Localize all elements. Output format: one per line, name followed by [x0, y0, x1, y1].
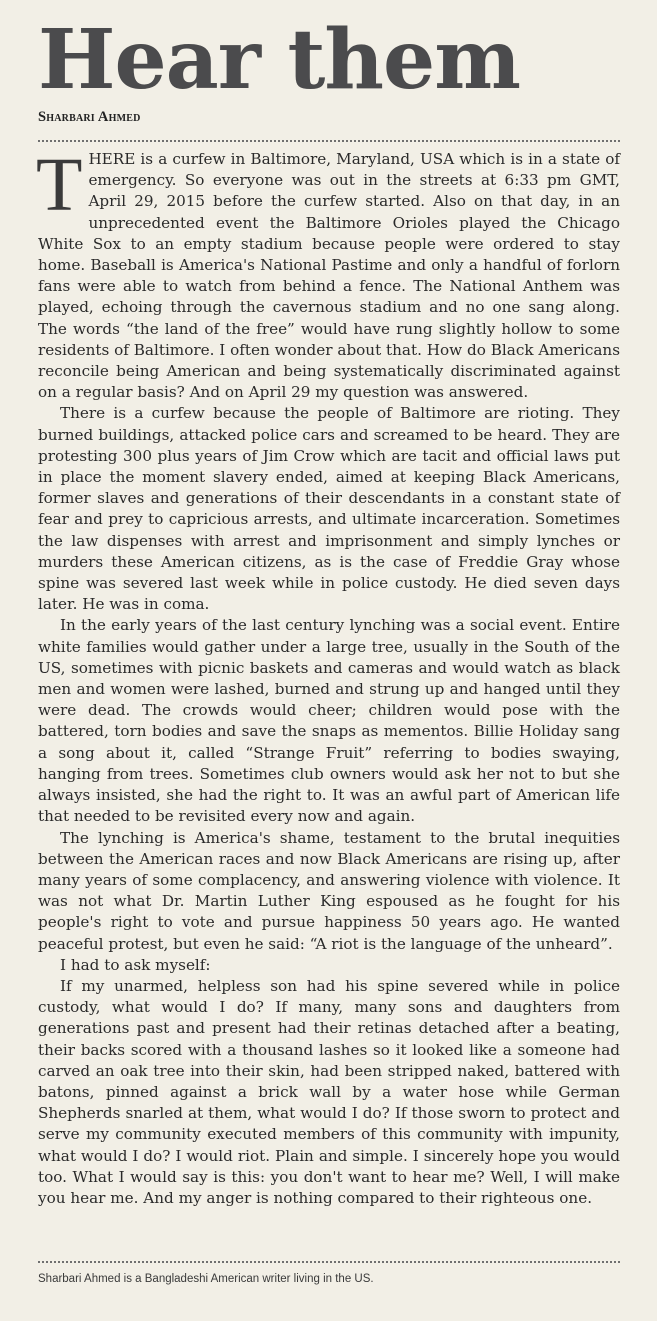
paragraph-1 [36, 143, 620, 403]
paragraph-6: If my unarmed, helpless son had his spine severed while in police custody, what would I do? If many, many sons and daughters from generations past and present had their retinas detached after a beating, their backs scored with a thousand lashes so it looked like a someone had carved an oak tree into their skin, had been stripped naked, battered with batons, pinned against a brick wall by a water hose while German Shepherds snarled at them, what would I do? If those sworn to protect and serve my community executed members of this community with impunity, what would I do? I would riot. Plain and simple. I sincerely hope you would too. What I would say is this: you don't want to hear me? Well, I will make you hear me. And my anger is nothing compared to their righteous one. [38, 976, 620, 1207]
bottom-divider [38, 1261, 620, 1263]
top-divider [38, 140, 620, 142]
paragraph-1-text: HERE is a curfew in Baltimore, Maryland, USA which is in a state of emergency. So everyone was out in the streets at 6:33 pm GMT, April 29, 2015 before the curfew started. Also on that day, in an unprecedented event the Baltimore Orioles played the Chicago White Sox to an empty stadium because people were ordered to stay home. Baseball is America's National Pastime and only a handful of forlorn fans were able to watch from behind a fence. The National Anthem was played, echoing through the cavernous stadium and no one sang along. The words “the land of the free” would have rung slightly hollow to some residents of Baltimore. I often wonder about that. How do Black Americans reconcile being American and being systematically discriminated against on a regular basis? And on April 29 my question was answered. [38, 150, 620, 402]
drop-cap: T [36, 143, 83, 227]
author-note: Sharbari Ahmed is a Bangladeshi American writer living in the US. [38, 1273, 374, 1285]
byline: Sharbari Ahmed [38, 109, 141, 125]
article-body [36, 143, 620, 1209]
paragraph-4: The lynching is America's shame, testament to the brutal inequities between the American races and now Black Americans are rising up, after many years of some complacency, and answering violence with violence. It was not what Dr. Martin Luther King espoused as he fought for his people's right to vote and pursue happiness 50 years ago. He wanted peaceful protest, but even he said: “A riot is the language of the unheard”. [38, 828, 620, 953]
paragraph-5: I had to ask myself: [60, 955, 211, 974]
paragraph-3: In the early years of the last century lynching was a social event. Entire white families would gather under a large tree, usually in the South of the US, sometimes with picnic baskets and cameras and would watch as black men and women were lashed, burned and strung up and hanged until they were dead. The crowds would cheer; children would pose with the battered, torn bodies and save the snaps as mementos. Billie Holiday sang a song about it, called “Strange Fruit” referring to bodies swaying, hanging from trees. Sometimes club owners would ask her not to but she always insisted, she had the right to. It was an awful part of American life that needed to be revisited every now and again. [38, 616, 620, 826]
headline: Hear them [38, 12, 520, 108]
paragraph-2: There is a curfew because the people of Baltimore are rioting. They burned buildings, attacked police cars and screamed to be heard. They are protesting 300 plus years of Jim Crow which are tacit and official laws put in place the moment slavery ended, aimed at keeping Black Americans, former slaves and generations of their descendants in a constant state of fear and prey to capricious arrests, and ultimate incarceration. Sometimes the law dispenses with arrest and imprisonment and simply lynches or murders these American citizens, as is the case of Freddie Gray whose spine was severed last week while in police custody. He died seven days later. He was in coma. [38, 404, 620, 614]
